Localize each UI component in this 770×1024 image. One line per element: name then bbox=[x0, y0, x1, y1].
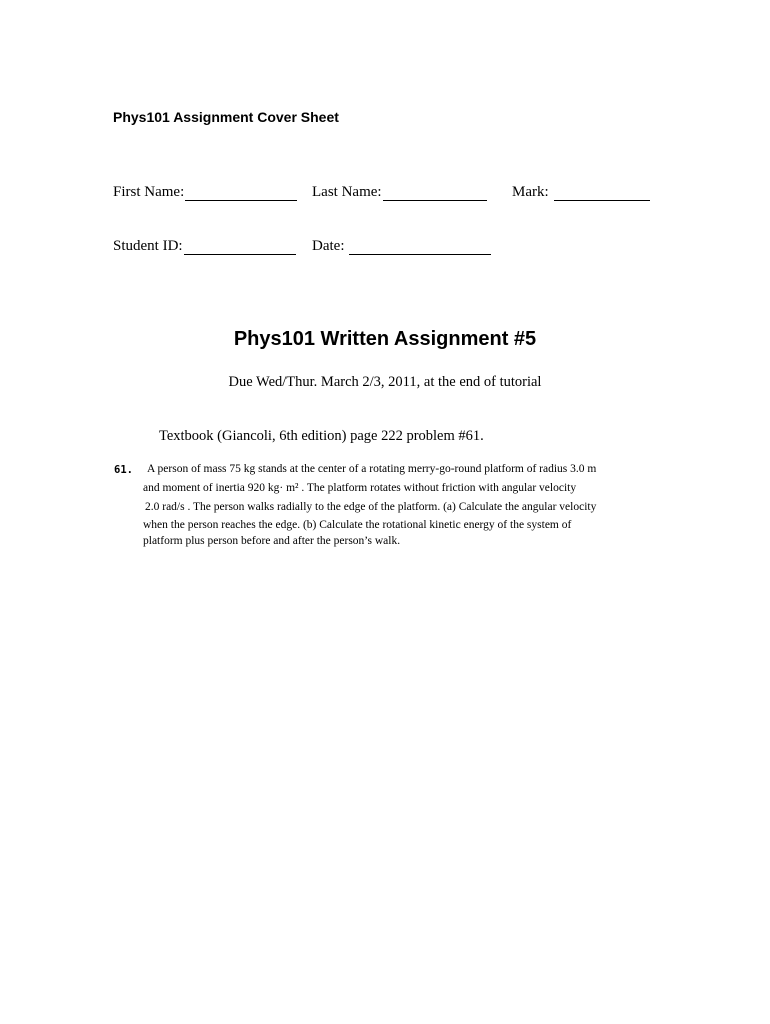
first-name-blank bbox=[185, 186, 297, 201]
problem-line-1: A person of mass 75 kg stands at the center of a rotating merry-go-round platform of radius 3.0 m bbox=[147, 463, 597, 475]
last-name-label: Last Name: bbox=[312, 184, 382, 200]
student-id-label: Student ID: bbox=[113, 238, 183, 254]
first-name-label: First Name: bbox=[113, 184, 185, 200]
last-name-field bbox=[312, 184, 487, 201]
problem-line-3: 2.0 rad/s . The person walks radially to the edge of the platform. (a) Calculate the angular velocity bbox=[145, 501, 597, 513]
mark-field bbox=[512, 184, 650, 201]
date-label: Date: bbox=[312, 238, 345, 254]
problem-line-2: and moment of inertia 920 kg· m² . The platform rotates without friction with angular velocity bbox=[143, 482, 577, 494]
date-field bbox=[312, 238, 491, 255]
student-id-field bbox=[113, 238, 296, 255]
cover-sheet-title: Phys101 Assignment Cover Sheet bbox=[113, 109, 339, 125]
problem-line-4: when the person reaches the edge. (b) Calculate the rotational kinetic energy of the system of bbox=[143, 519, 572, 531]
problem-number: 61. bbox=[114, 464, 133, 476]
student-id-blank bbox=[184, 240, 296, 255]
mark-label: Mark: bbox=[512, 184, 549, 200]
textbook-reference: Textbook (Giancoli, 6th edition) page 222 problem #61. bbox=[159, 428, 484, 444]
date-blank bbox=[349, 240, 491, 255]
first-name-field bbox=[113, 184, 297, 201]
last-name-blank bbox=[383, 186, 487, 201]
assignment-title: Phys101 Written Assignment #5 bbox=[233, 328, 537, 350]
problem-line-5: platform plus person before and after the person’s walk. bbox=[143, 535, 401, 547]
due-date-line: Due Wed/Thur. March 2/3, 2011, at the end of tutorial bbox=[228, 374, 542, 390]
mark-blank bbox=[554, 186, 650, 201]
